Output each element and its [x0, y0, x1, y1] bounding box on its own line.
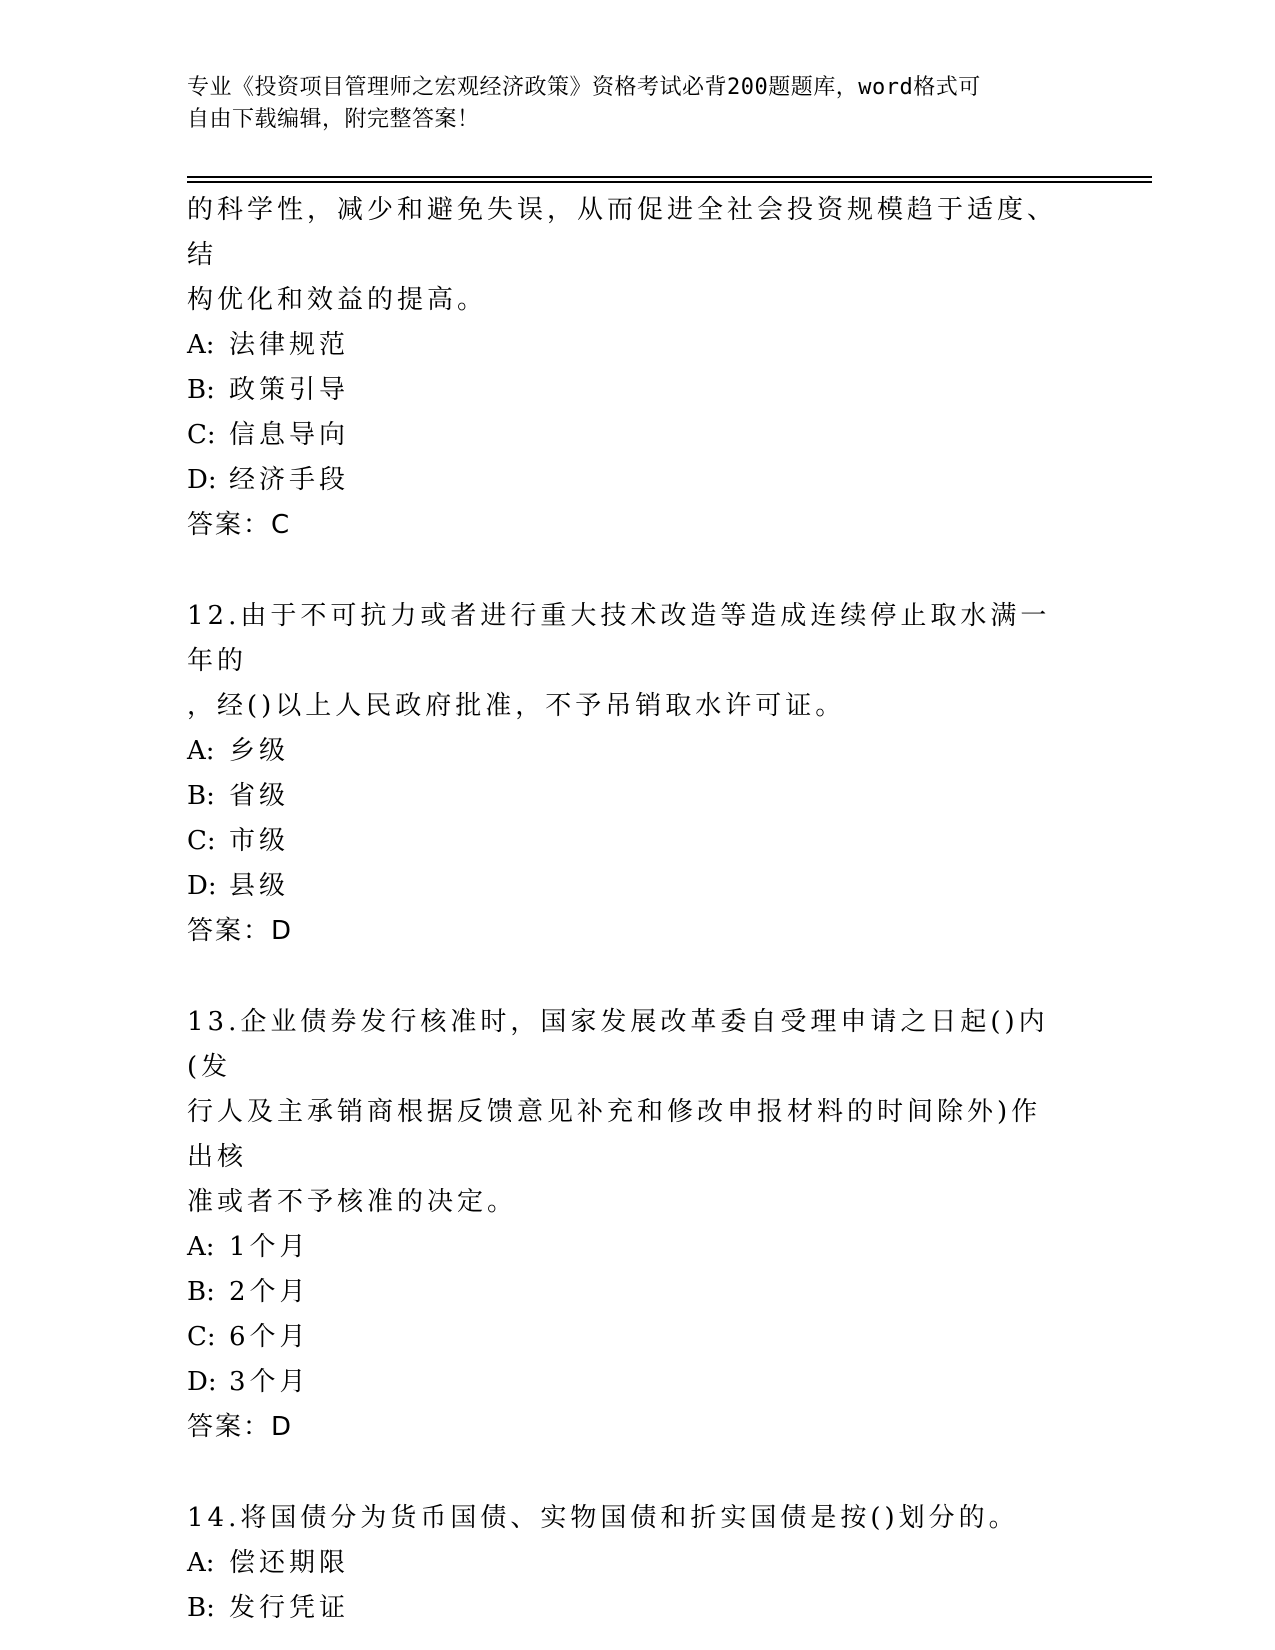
option-letter: A:: [187, 330, 215, 360]
question-text-line: 构优化和效益的提高。: [187, 285, 488, 315]
option-c: [187, 413, 1067, 458]
option-letter: B:: [187, 1277, 215, 1307]
header-divider-top: [187, 176, 1152, 178]
option-text: 1个月: [229, 1232, 310, 1262]
question-11: [187, 188, 1067, 548]
question-13: [187, 1000, 1067, 1450]
option-d: [187, 458, 1067, 503]
page-header: [187, 72, 1067, 136]
option-text: 法律规范: [229, 330, 350, 360]
question-text-line: 行人及主承销商根据反馈意见补充和修改申报材料的时间除外)作出核: [187, 1097, 1042, 1172]
option-d: [187, 1360, 1067, 1405]
option-letter: D:: [187, 1367, 217, 1397]
option-b: [187, 1586, 1067, 1631]
header-divider-bottom: [187, 181, 1152, 183]
question-text-line: 13.企业债券发行核准时，国家发展改革委自受理申请之日起()内(发: [187, 1007, 1049, 1082]
option-letter: B:: [187, 1593, 215, 1623]
option-text: 发行凭证: [229, 1593, 350, 1623]
option-letter: B:: [187, 375, 215, 405]
header-title-line-1: 专业《投资项目管理师之宏观经济政策》资格考试必背200题题库，word格式可: [187, 75, 981, 100]
option-letter: A:: [187, 1548, 215, 1578]
option-a: [187, 323, 1067, 368]
option-letter: C:: [187, 1322, 216, 1352]
option-text: 2个月: [229, 1277, 310, 1307]
question-text-line: 准或者不予核准的决定。: [187, 1187, 518, 1217]
option-text: 省级: [229, 781, 290, 811]
header-title-line-2: 自由下载编辑，附完整答案！: [187, 107, 480, 132]
option-letter: D:: [187, 465, 217, 495]
option-c: [187, 819, 1067, 864]
spacer: [187, 954, 1067, 1000]
option-b: [187, 1270, 1067, 1315]
option-text: 偿还期限: [229, 1548, 350, 1578]
option-letter: D:: [187, 871, 217, 901]
option-letter: A:: [187, 1232, 215, 1262]
option-a: [187, 1541, 1067, 1586]
answer-line: 答案：D: [187, 1412, 294, 1442]
option-a: [187, 729, 1067, 774]
option-letter: A:: [187, 736, 215, 766]
question-text-line: ，经()以上人民政府批准，不予吊销取水许可证。: [187, 691, 846, 721]
option-text: 市级: [229, 826, 290, 856]
question-text-line: 12.由于不可抗力或者进行重大技术改造等造成连续停止取水满一年的: [187, 601, 1051, 676]
answer-line: 答案：D: [187, 916, 294, 946]
option-letter: B:: [187, 781, 215, 811]
spacer: [187, 548, 1067, 594]
question-list: [187, 188, 1067, 1631]
option-text: 经济手段: [229, 465, 350, 495]
question-text-line: 的科学性，减少和避免失误，从而促进全社会投资规模趋于适度、结: [187, 195, 1058, 270]
question-12: [187, 594, 1067, 954]
option-text: 信息导向: [229, 420, 350, 450]
option-text: 3个月: [229, 1367, 310, 1397]
option-c: [187, 1315, 1067, 1360]
spacer: [187, 1450, 1067, 1496]
option-text: 县级: [229, 871, 290, 901]
option-letter: C:: [187, 420, 216, 450]
question-text-line: 14.将国债分为货币国债、实物国债和折实国债是按()划分的。: [187, 1503, 1019, 1533]
option-text: 政策引导: [229, 375, 350, 405]
option-text: 6个月: [229, 1322, 310, 1352]
option-letter: C:: [187, 826, 216, 856]
answer-line: 答案：C: [187, 510, 292, 540]
option-a: [187, 1225, 1067, 1270]
option-text: 乡级: [229, 736, 290, 766]
option-b: [187, 774, 1067, 819]
option-b: [187, 368, 1067, 413]
question-14: [187, 1496, 1067, 1631]
option-d: [187, 864, 1067, 909]
